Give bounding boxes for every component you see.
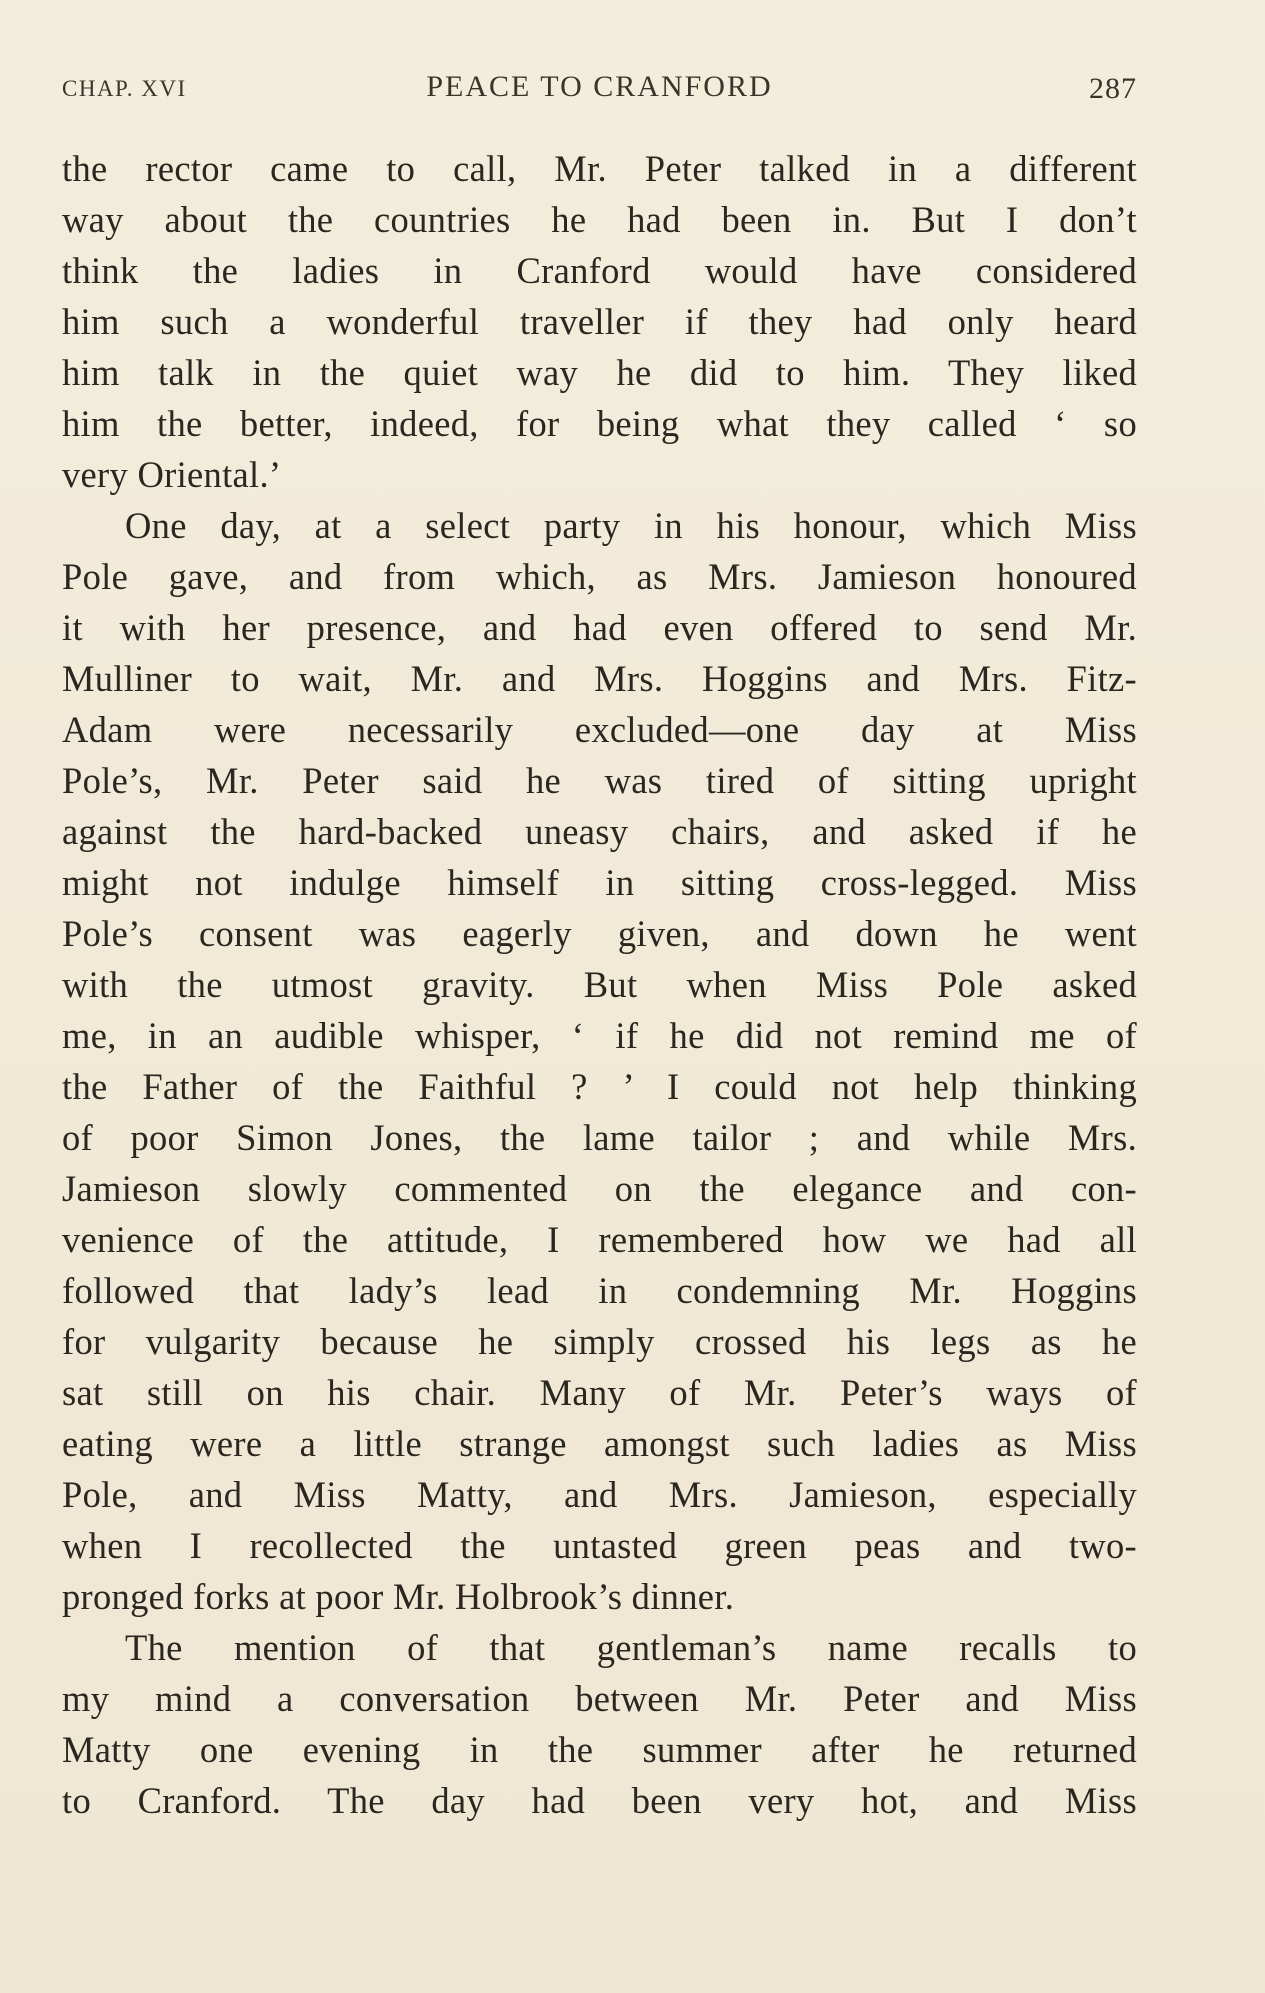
text-line: Pole, and Miss Matty, and Mrs. Jamieson, especially	[62, 1474, 1137, 1515]
text-line: of poor Simon Jones, the lame tailor ; and while Mrs.	[62, 1117, 1137, 1158]
text-line: him the better, indeed, for being what they called ‘ so	[62, 403, 1137, 444]
text-line: The mention of that gentleman’s name recalls to	[125, 1627, 1137, 1668]
text-line: him such a wonderful traveller if they had only heard	[62, 301, 1137, 342]
text-line: for vulgarity because he simply crossed his legs as he	[62, 1321, 1137, 1362]
text-line: Pole gave, and from which, as Mrs. Jamieson honoured	[62, 556, 1137, 597]
text-line: think the ladies in Cranford would have considered	[62, 250, 1137, 291]
text-line: the rector came to call, Mr. Peter talked in a different	[62, 148, 1137, 189]
text-line: Mulliner to wait, Mr. and Mrs. Hoggins and Mrs. Fitz-	[62, 658, 1137, 699]
text-line: Pole’s, Mr. Peter said he was tired of sitting upright	[62, 760, 1137, 801]
text-line: sat still on his chair. Many of Mr. Peter’s ways of	[62, 1372, 1137, 1413]
text-line: Adam were necessarily excluded—one day at Miss	[62, 709, 1137, 750]
text-line: when I recollected the untasted green peas and two-	[62, 1525, 1137, 1566]
text-line: to Cranford. The day had been very hot, and Miss	[62, 1780, 1137, 1821]
text-line: might not indulge himself in sitting cross-legged. Miss	[62, 862, 1137, 903]
body-text	[62, 143, 1137, 1826]
text-line: One day, at a select party in his honour, which Miss	[125, 505, 1137, 546]
text-line: with the utmost gravity. But when Miss Pole asked	[62, 964, 1137, 1005]
chapter-label: CHAP. XVI	[62, 76, 187, 101]
text-line: eating were a little strange amongst such ladies as Miss	[62, 1423, 1137, 1464]
text-line: him talk in the quiet way he did to him. They liked	[62, 352, 1137, 393]
text-line: the Father of the Faithful ? ’ I could not help thinking	[62, 1066, 1137, 1107]
text-line: Jamieson slowly commented on the elegance and con-	[62, 1168, 1137, 1209]
text-line: Pole’s consent was eagerly given, and down he went	[62, 913, 1137, 954]
text-line: venience of the attitude, I remembered how we had all	[62, 1219, 1137, 1260]
text-line: me, in an audible whisper, ‘ if he did not remind me of	[62, 1015, 1137, 1056]
text-line: Matty one evening in the summer after he returned	[62, 1729, 1137, 1770]
running-title: PEACE TO CRANFORD	[426, 70, 773, 103]
running-head	[62, 70, 1137, 110]
text-line: my mind a conversation between Mr. Peter and Miss	[62, 1678, 1137, 1719]
text-line: it with her presence, and had even offered to send Mr.	[62, 607, 1137, 648]
page-number: 287	[1089, 72, 1137, 105]
text-line: way about the countries he had been in. But I don’t	[62, 199, 1137, 240]
text-line: pronged forks at poor Mr. Holbrook’s dinner.	[62, 1576, 735, 1617]
text-line: against the hard-backed uneasy chairs, and asked if he	[62, 811, 1137, 852]
text-line: followed that lady’s lead in condemning Mr. Hoggins	[62, 1270, 1137, 1311]
text-line: very Oriental.’	[62, 454, 282, 495]
